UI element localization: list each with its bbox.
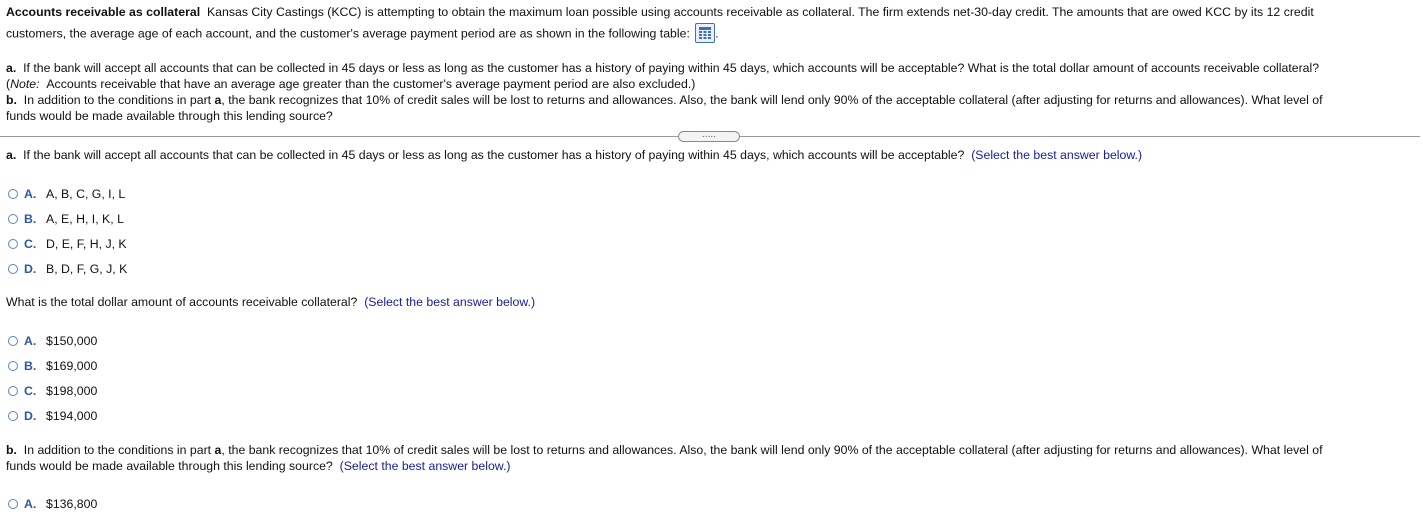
part-b-text3: funds would be made available through this lending source?: [6, 109, 333, 123]
question-b: [6, 442, 1418, 474]
question-a-total: [6, 295, 535, 309]
intro-text-line1: Kansas City Castings (KCC) is attempting to obtain the maximum loan possible using accounts receivable as collateral. The firm extends net-30-day credit. The amounts that are owed KCC by its 12 credit: [206, 5, 1314, 19]
option-letter: C.: [24, 237, 37, 251]
option-letter: C.: [24, 384, 37, 398]
part-a-label: a.: [6, 61, 17, 75]
part-a-text: If the bank will accept all accounts that can be collected in 45 days or less as long as the customer has a history of paying within 45 days, which accounts will be acceptable? What is the total dollar amount of accounts receivable collateral?: [23, 61, 1320, 75]
question-a-hint: (Select the best answer below.): [971, 148, 1143, 162]
part-b-text1: In addition to the conditions in part: [23, 93, 212, 107]
option-text: $136,800: [46, 497, 98, 511]
question-b-label: b.: [6, 443, 17, 457]
question-a-text: If the bank will accept all accounts that can be collected in 45 days or less as long as the customer has a history of paying within 45 days, which accounts will be acceptable?: [23, 148, 965, 162]
radio-button-icon[interactable]: [8, 386, 18, 396]
option-a2-C[interactable]: [8, 383, 97, 399]
option-letter: D.: [24, 409, 37, 423]
option-text: $194,000: [46, 409, 98, 423]
intro-period: .: [715, 26, 719, 41]
question-a2-text: What is the total dollar amount of accounts receivable collateral?: [6, 295, 358, 309]
option-letter: D.: [24, 262, 37, 276]
option-letter: A.: [24, 497, 37, 511]
radio-button-icon[interactable]: [8, 336, 18, 346]
radio-button-icon[interactable]: [8, 361, 18, 371]
question-b-text2: , the bank recognizes that 10% of credit sales will be lost to returns and allowances. Also, the bank will lend only 90% of the acceptable collateral (after adjusting for returns and allowances). What level of: [221, 443, 1323, 457]
question-b-text1: In addition to the conditions in part: [23, 443, 212, 457]
problem-statement: a. If the bank will accept all accounts that can be collected in 45 days or less as long as the customer has a history of paying within 45 days, which accounts will be acceptable? What is the total dollar amount of accounts receivable collateral? (Note: Accounts receivable that have an average age greater than the customer's average payment period are also excluded.) b. In addition to the conditions in part a, the bank recognizes that 10% of credit sales will be lost to returns and allowances. Also, the bank will lend only 90% of the acceptable collateral (after adjusting for returns and allowances). What level of funds would be made available through this lending source?: [6, 61, 1323, 123]
question-b-ref: a: [214, 443, 222, 457]
radio-button-icon[interactable]: [8, 189, 18, 199]
option-text: $169,000: [46, 359, 98, 373]
radio-button-icon[interactable]: [8, 499, 18, 509]
radio-button-icon[interactable]: [8, 239, 18, 249]
part-b-ref: a: [214, 93, 222, 107]
option-text: A, B, C, G, I, L: [46, 187, 126, 201]
option-text: B, D, F, G, J, K: [46, 262, 128, 276]
option-a2-B[interactable]: [8, 358, 97, 374]
intro-text-line2: customers, the average age of each account, and the customer's average payment period are as shown in the following table:: [6, 26, 690, 41]
option-text: A, E, H, I, K, L: [46, 212, 124, 226]
option-a1-C[interactable]: [8, 236, 127, 252]
option-a2-D[interactable]: [8, 408, 97, 424]
question-a2-hint: (Select the best answer below.): [364, 295, 536, 309]
option-a1-B[interactable]: [8, 211, 124, 227]
topic-heading: Accounts receivable as collateral: [6, 5, 201, 19]
question-a-accounts: [6, 148, 1142, 162]
note-text: Accounts receivable that have an average age greater than the customer's average payment period are also excluded.): [46, 77, 696, 91]
option-b-A[interactable]: [8, 496, 97, 512]
option-text: $198,000: [46, 384, 98, 398]
question-b-text3: funds would be made available through this lending source?: [6, 459, 333, 473]
option-letter: B.: [24, 359, 37, 373]
option-a1-D[interactable]: [8, 261, 127, 277]
option-letter: B.: [24, 212, 37, 226]
option-letter: A.: [24, 334, 37, 348]
radio-button-icon[interactable]: [8, 214, 18, 224]
option-text: D, E, F, H, J, K: [46, 237, 127, 251]
table-grid-icon[interactable]: [695, 23, 715, 43]
expand-collapse-button[interactable]: .....: [678, 131, 740, 142]
option-a1-A[interactable]: [8, 186, 125, 202]
option-text: $150,000: [46, 334, 98, 348]
option-letter: A.: [24, 187, 37, 201]
part-b-text2: , the bank recognizes that 10% of credit sales will be lost to returns and allowances. Also, the bank will lend only 90% of the acceptable collateral (after adjusting for returns and allowances). What level of: [221, 93, 1323, 107]
question-a-label: a.: [6, 148, 17, 162]
radio-button-icon[interactable]: [8, 411, 18, 421]
problem-intro: [6, 4, 1418, 44]
note-label: Note:: [10, 77, 40, 91]
option-a2-A[interactable]: [8, 333, 97, 349]
question-b-hint: (Select the best answer below.): [339, 459, 511, 473]
part-b-label: b.: [6, 93, 17, 107]
radio-button-icon[interactable]: [8, 264, 18, 274]
